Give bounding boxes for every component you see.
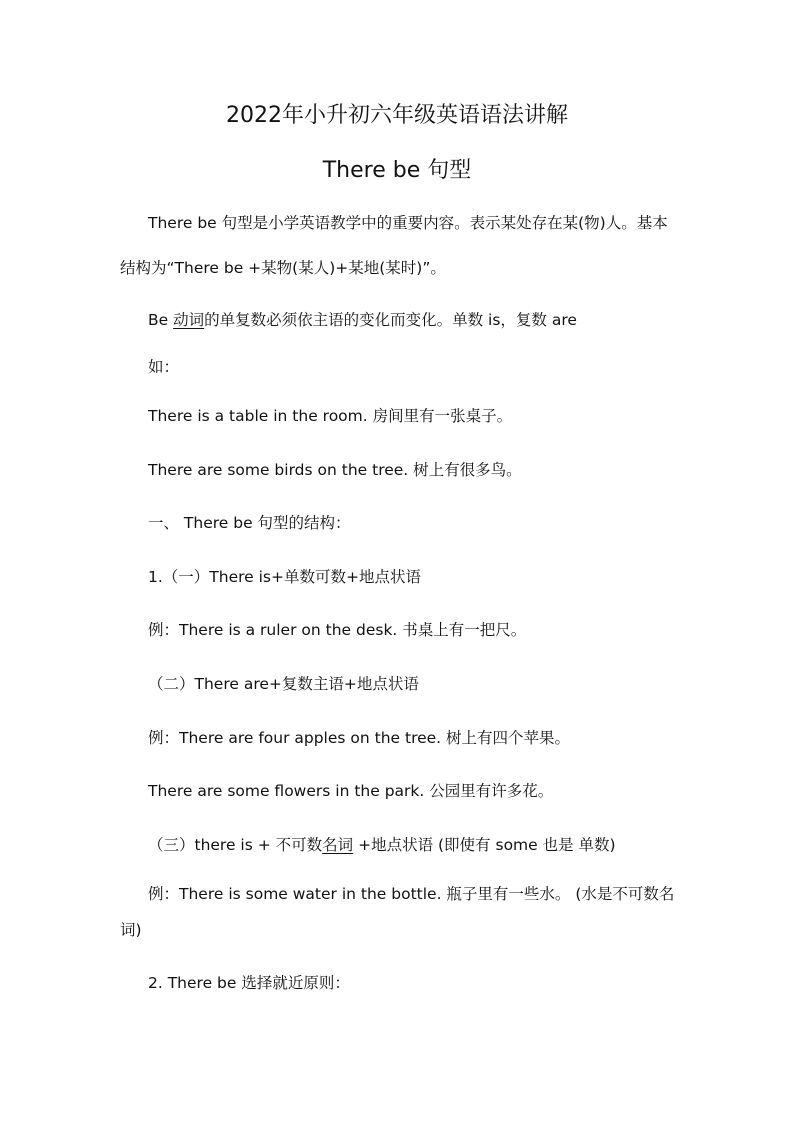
rule-3-example-line-2: 词) bbox=[120, 921, 142, 939]
rule-3-suffix: +地点状语 (即使有 some 也是 单数) bbox=[353, 836, 616, 854]
section-1-heading: 一、 There be 句型的结构： bbox=[148, 514, 351, 532]
rule-2-example-1: 例：There are four apples on the tree. 树上有四个苹果。 bbox=[148, 729, 571, 747]
be-rule-suffix: 的单复数必须依主语的变化而变化。单数 is，复数 are bbox=[204, 311, 577, 329]
link-noun[interactable]: 名词 bbox=[322, 836, 354, 854]
example-sentence-1: There is a table in the room. 房间里有一张桌子。 bbox=[148, 407, 513, 425]
intro-line-2: 结构为“There be +某物(某人)+某地(某时)”。 bbox=[120, 259, 446, 277]
rule-3-example-line-1: 例：There is some water in the bottle. 瓶子里有一些水。 (水是不可数名 bbox=[148, 885, 675, 903]
document-subtitle: There be 句型 bbox=[322, 158, 472, 183]
rule-1-example: 例：There is a ruler on the desk. 书桌上有一把尺。 bbox=[148, 621, 527, 639]
rule-1: 1.（一）There is+单数可数+地点状语 bbox=[148, 568, 421, 586]
link-verb[interactable]: 动词 bbox=[173, 311, 205, 329]
example-label: 如： bbox=[148, 358, 180, 376]
rule-3-prefix: （三）there is + 不可数 bbox=[148, 836, 323, 854]
example-sentence-2: There are some birds on the tree. 树上有很多鸟。 bbox=[148, 461, 522, 479]
rule-3 bbox=[148, 835, 616, 855]
document-title: 2022年小升初六年级英语语法讲解 bbox=[226, 103, 568, 128]
rule-2-example-2: There are some flowers in the park. 公园里有许多花。 bbox=[148, 782, 554, 800]
section-2-heading: 2. There be 选择就近原则： bbox=[148, 974, 350, 992]
intro-line-1: There be 句型是小学英语教学中的重要内容。表示某处存在某(物)人。基本 bbox=[148, 214, 668, 232]
be-rule-paragraph bbox=[148, 310, 577, 330]
be-rule-prefix: Be bbox=[148, 311, 174, 329]
rule-2: （二）There are+复数主语+地点状语 bbox=[148, 675, 419, 693]
